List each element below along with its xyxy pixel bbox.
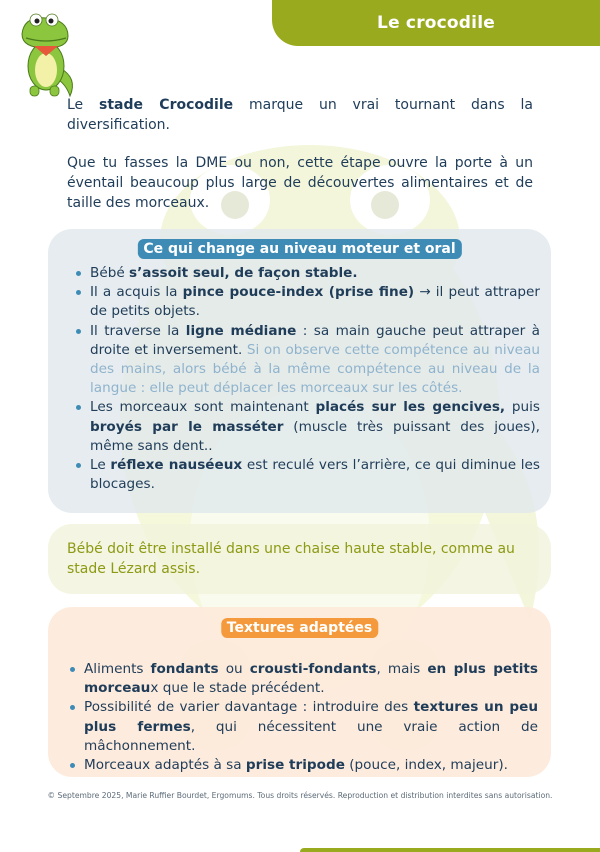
list-item: Bébé s’assoit seul, de façon stable. bbox=[74, 264, 540, 283]
list-item: Aliments fondants ou crousti-fondants, mais en plus petits morceaux que le stade précédent. bbox=[68, 660, 538, 698]
textures-section-title: Textures adaptées bbox=[221, 618, 378, 638]
intro-paragraph-2: Que tu fasses la DME ou non, cette étape ouvre la porte à un éventail beaucoup plus large de découvertes alimentaires et de taille des morceaux. bbox=[67, 155, 533, 211]
list-item: Les morceaux sont maintenant placés sur les gencives, puis broyés par le masséter (muscle très puissant des joues), même sans dent.. bbox=[74, 398, 540, 456]
intro-text bbox=[67, 95, 533, 231]
textures-list bbox=[68, 660, 538, 775]
copyright-footer: © Septembre 2025, Marie Ruffier Bourdet, Ergomums. Tous droits réservés. Reproduction et distribution interdites sans autorisation. bbox=[47, 791, 553, 800]
crocodile-mascot-icon bbox=[12, 8, 80, 100]
list-item: Il traverse la ligne médiane : sa main gauche peut attraper à droite et inversement. Si on observe cette compétence au niveau des mains, alors bébé à la même compétence au niveau de la langue : elle peut déplacer les morceaux sur les côtés. bbox=[74, 322, 540, 399]
list-item: Le réflexe nauséeux est reculé vers l’arrière, ce qui diminue les blocages. bbox=[74, 456, 540, 494]
chaise-note bbox=[48, 524, 551, 594]
textures-section bbox=[48, 607, 551, 777]
moteur-section bbox=[48, 229, 551, 513]
intro-paragraph-1: Le stade Crocodile marque un vrai tournant dans la diversification. bbox=[67, 97, 533, 133]
list-item: Morceaux adaptés à sa prise tripode (pouce, index, majeur). bbox=[68, 756, 538, 775]
list-item: Il a acquis la pince pouce-index (prise fine) → il peut attraper de petits objets. bbox=[74, 283, 540, 321]
moteur-section-title: Ce qui change au niveau moteur et oral bbox=[137, 239, 461, 259]
page-title: Le crocodile bbox=[377, 13, 495, 33]
bottom-accent-bar bbox=[300, 848, 600, 852]
moteur-list bbox=[74, 264, 540, 494]
page-title-tab bbox=[272, 0, 600, 46]
list-item: Possibilité de varier davantage : introduire des textures un peu plus fermes, qui nécessitent une vraie action de mâchonnement. bbox=[68, 698, 538, 756]
chaise-note-text: Bébé doit être installé dans une chaise haute stable, comme au stade Lézard assis. bbox=[67, 541, 515, 577]
